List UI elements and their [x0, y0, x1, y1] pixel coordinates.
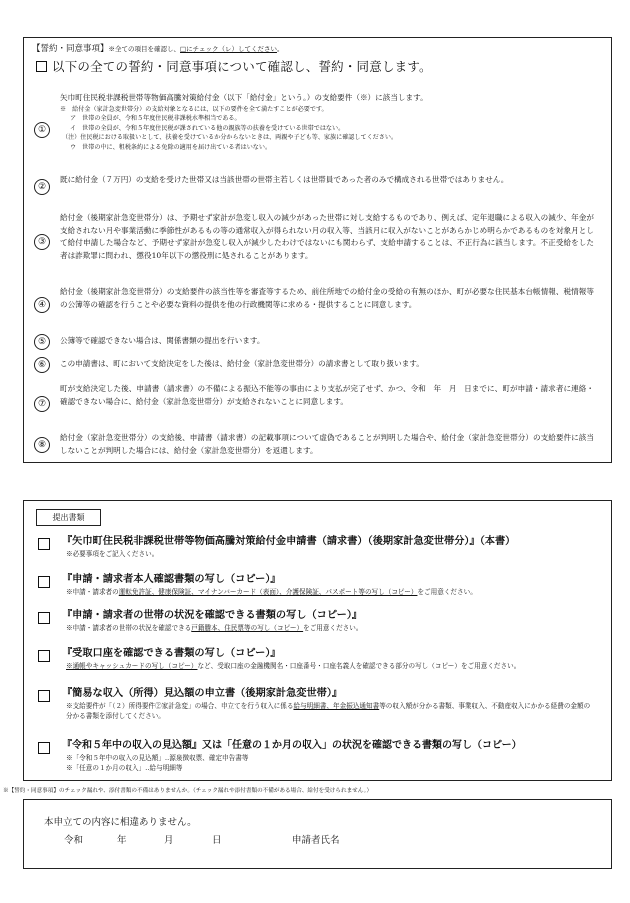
eligibility-notes [60, 105, 594, 153]
doc-note: ※支給要件が「（２）所得要件②家計急変」の場合、申立てを行う収入に係る給与明細書、年金振込通知書等の収入額が分かる書類、事業収入、不動産収入にかかる経費の金額の分かる書類を添付してください。 [66, 702, 591, 720]
doc-title: 『簡易な収入（所得）見込額の申立書（後期家計急変世帯）』 [62, 687, 343, 699]
eligibility-note: （注）住民税における取扱いとして、扶養を受けているか分からないときは、両親や子ども等、家族に確認してください。 [62, 134, 398, 142]
doc-checkbox[interactable] [38, 576, 50, 588]
oath-section [23, 37, 612, 463]
doc-note: ※申請・請求者の世帯の状況を確認できる戸籍謄本、住民票等の写し（コピー）をご用意ください。 [66, 624, 363, 632]
doc-title: 『矢巾町住民税非課税世帯等物価高騰対策給付金申請書（請求書）（後期家計急変世帯分）』（本書） [62, 535, 516, 547]
doc-checkbox[interactable] [38, 612, 50, 624]
oath-item-text: 町が支給決定した後、申請書（請求書）の不備による振込不能等の事由により支払が完了せず、かつ、令和 年 月 日までに、町が申請・請求者に連絡・確認できない場合に、給付金（家計急変世帯分）が支給されないことに同意します。 [60, 384, 594, 406]
oath-item-number: ① [34, 122, 50, 138]
declaration-statement: 本申立ての内容に相違ありません。 [44, 817, 197, 828]
doc-title: 『令和５年中の収入の見込額』又は「任意の１か月の収入」の状況を確認できる書類の写し（コピー） [62, 740, 522, 751]
oath-item-text: 給付金（家計急変世帯分）の支給後、申請書（請求書）の記載事項について虚偽であることが判明した場合や、給付金（家計急変世帯分）の支給要件に該当しないことが判明した場合には、給付金（家計急変世帯分）を返還します。 [60, 433, 594, 455]
oath-item-text: 公簿等で確認できない場合は、関係書類の提出を行います。 [60, 336, 265, 345]
oath-item-number: ⑥ [34, 357, 50, 373]
oath-item-text: 既に給付金（７万円）の支給を受けた世帯又は当該世帯の世帯主若しくは世帯員であった者のみで構成される世帯ではありません。 [60, 175, 509, 184]
applicant-name-label: 申請者氏名 [292, 835, 340, 846]
oath-item-number: ⑤ [34, 334, 50, 350]
eligibility-note: ア 世帯の全員が、令和５年度住民税非課税水準相当である。 [70, 115, 241, 123]
oath-item-number: ⑦ [34, 396, 50, 412]
date-month-label: 月 [164, 835, 174, 846]
documents-label: 提出書類 [36, 509, 101, 526]
applicant-name-field[interactable] [354, 832, 594, 846]
doc-note: ※「令和５年中の収入の見込額」‥源泉徴収票、確定申告書等 ※「任意の１か月の収入」‥給与明細等 [66, 754, 249, 772]
doc-note: ※必要事項をご記入ください。 [66, 550, 159, 558]
oath-header-note: ※全ての項目を確認し、□にチェック（レ）してください。 [108, 45, 284, 53]
oath-title: 以下の全ての誓約・同意事項について確認し、誓約・同意します。 [52, 59, 432, 74]
doc-title: 『受取口座を確認できる書類の写し（コピー）』 [62, 647, 281, 659]
oath-agree-all-row [36, 57, 432, 75]
doc-checkbox[interactable] [38, 742, 50, 754]
eligibility-note: ※ 給付金（家計急変世帯分）の支給対象となるには、以下の要件を全て満たすことが必要です。 [60, 105, 328, 113]
doc-checkbox[interactable] [38, 650, 50, 662]
doc-note: ※通帳やキャッシュカードの写し（コピー）など、受取口座の金融機関名・口座番号・口座名義人を確認できる部分の写し（コピー）をご用意ください。 [66, 662, 521, 670]
date-day-field[interactable] [182, 832, 212, 846]
date-month-field[interactable] [134, 832, 164, 846]
documents-section [23, 500, 612, 781]
oath-item-number: ④ [34, 297, 50, 313]
date-day-label: 日 [212, 835, 222, 846]
date-year-label: 年 [117, 835, 127, 846]
oath-header-label: 【誓約・同意事項】 [32, 44, 109, 54]
oath-item-number: ⑧ [34, 437, 50, 453]
date-era: 令和 [64, 835, 84, 846]
oath-header [32, 42, 283, 54]
doc-checkbox[interactable] [38, 690, 50, 702]
oath-item-number: ② [34, 179, 50, 195]
oath-item-text: この申請書は、町において支給決定をした後は、給付金（家計急変世帯分）の請求書として取り扱います。 [60, 359, 424, 368]
doc-title: 『申請・請求者本人確認書類の写し（コピー）』 [62, 573, 281, 585]
oath-item-text: 矢巾町住民税非課税世帯等物価高騰対策給付金（以下「給付金」という。）の支給要件（※）に該当します。 [60, 93, 428, 102]
doc-note: ※申請・請求者の運転免許証、健康保険証、マイナンバーカード（表面）、介護保険証、パスポート等の写し（コピー）をご用意ください。 [66, 588, 477, 596]
doc-title: 『申請・請求者の世帯の状況を確認できる書類の写し（コピー）』 [62, 609, 363, 621]
oath-item-number: ③ [34, 234, 50, 250]
doc-checkbox[interactable] [38, 538, 50, 550]
agree-all-checkbox[interactable] [36, 61, 47, 72]
declaration-section [23, 799, 612, 869]
submission-footnote: ※【誓約・同意事項】のチェック漏れや、添付書類の不備はありませんか。（チェック漏れや添付書類の不備がある場合、給付を受けられません。） [3, 788, 373, 794]
eligibility-note: ウ 世帯の中に、租税条約による免除の適用を届け出ている者はいない。 [70, 143, 272, 151]
oath-item-text: 給付金（後期家計急変世帯分）は、予期せず家計が急変し収入の減少があった世帯に対し支給するものであり、例えば、定年退職による収入の減少、年金が支給されない月や事業活動に季節性があるもの等の通常収入が得られない月の収入等、当該月に収入がないことがあらかじめ明らかであるものを対象月として給付申請した場合など、予期せず家計が急変し収入が減少したわけではないにも関わらず、支給申請することは、不正行為に該当します。不正受給をした者は詐欺罪に問われ、懲役10年以下の懲役刑に処されることがあります。 [60, 213, 594, 260]
eligibility-note: イ 世帯の全員が、令和５年度住民税が課されている他の親族等の扶養を受けている世帯ではない。 [70, 124, 345, 132]
oath-item-text: 給付金（後期家計急変世帯分）の支給要件の該当性等を審査等するため、前住所地での給付金の受給の有無のほか、町が必要な住民基本台帳情報、税情報等の公簿等の確認を行うことや必要な資料の提供を他の行政機関等に求める・提供することに同意します。 [60, 287, 594, 309]
